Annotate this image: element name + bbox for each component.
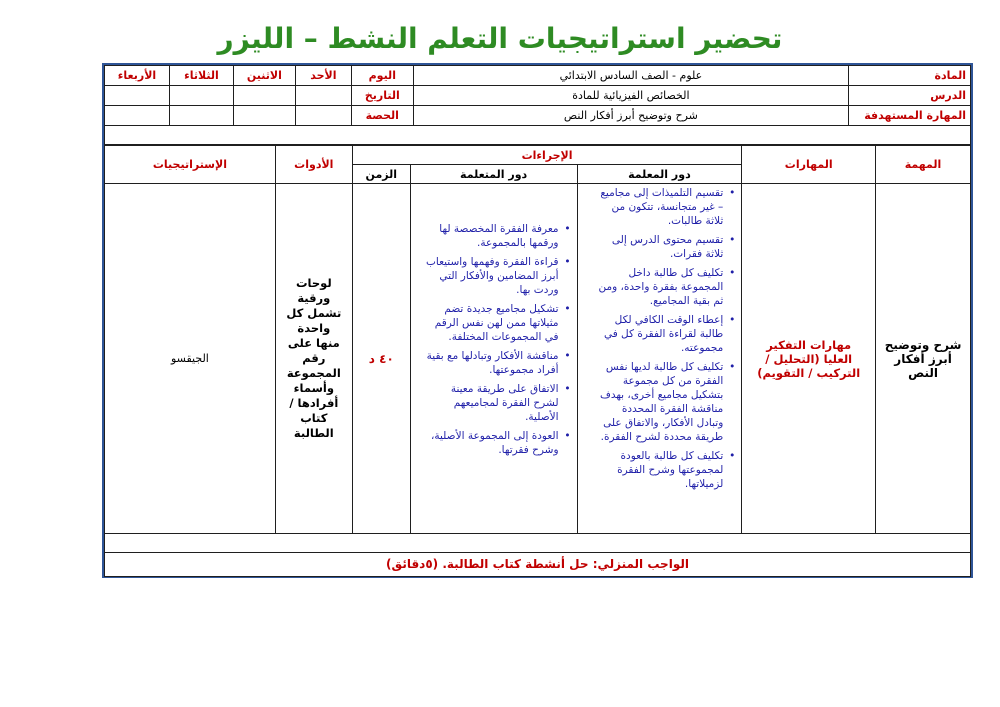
task-cell: شرح وتوضيح أبرز أفكار النص [876, 184, 971, 534]
teacher-role-header: دور المعلمة [577, 165, 742, 184]
info-table [104, 65, 971, 126]
list-item: • معرفة الفقرة المخصصة لها ورقمها بالمجموعة. [425, 222, 559, 250]
skills-cell: مهارات التفكير العليا (التحليل / التركيب / التقويم) [742, 184, 876, 534]
learner-role-cell [410, 184, 577, 534]
date-cell-1 [295, 86, 351, 106]
period-cell-1 [295, 106, 351, 126]
list-item: • إعطاء الوقت الكافي لكل طالبة لقراءة الفقرة كل في مجموعته. [598, 313, 724, 355]
lesson-table [104, 145, 971, 534]
date-label: التاريخ [351, 86, 413, 106]
period-cell-2 [233, 106, 295, 126]
list-item: • العودة إلى المجموعة الأصلية، وشرح فقرتها. [425, 429, 559, 457]
date-cell-2 [233, 86, 295, 106]
spacer-row [104, 125, 971, 145]
subject-label: المادة [849, 66, 971, 86]
list-item: • الاتفاق على طريقة معينة لشرح الفقرة لمجاميعهم الأصلية. [425, 382, 559, 424]
spacer-row-bottom [104, 533, 971, 553]
time-header: الزمن [352, 165, 410, 184]
period-cell-4 [105, 106, 170, 126]
list-item: • مناقشة الأفكار وتبادلها مع بقية أفراد مجموعتها. [425, 349, 559, 377]
list-item: • تقسيم محتوى الدرس إلى ثلاثة فقرات. [598, 233, 724, 261]
teacher-role-cell [577, 184, 742, 534]
day-wednesday: الأربعاء [105, 66, 170, 86]
list-item: • تقسيم التلميذات إلى مجاميع – غير متجانسة، تتكون من ثلاثة طالبات. [598, 186, 724, 228]
day-label: اليوم [351, 66, 413, 86]
time-cell: ٤٠ د [352, 184, 410, 534]
task-header: المهمة [876, 146, 971, 184]
teacher-role-list [598, 186, 738, 491]
lesson-label: الدرس [849, 86, 971, 106]
learner-role-header: دور المتعلمة [410, 165, 577, 184]
skill-label: المهارة المستهدفة [849, 106, 971, 126]
strategies-header: الإستراتيجيات [105, 146, 276, 184]
tools-header: الأدوات [275, 146, 352, 184]
period-cell-3 [169, 106, 233, 126]
learner-role-list [425, 222, 573, 457]
date-cell-4 [105, 86, 170, 106]
homework-text: الواجب المنزلي: حل أنشطة كتاب الطالبة. (٥دقائق) [386, 557, 689, 571]
day-tuesday: الثلاثاء [169, 66, 233, 86]
strategy-cell: الجيقسو [105, 184, 276, 534]
list-item: • قراءة الفقرة وفهمها واستيعاب أبرز المضامين والأفكار التي وردت بها. [425, 255, 559, 297]
day-sunday: الأحد [295, 66, 351, 86]
skills-header: المهارات [742, 146, 876, 184]
list-item: • تكليف كل طالبة بالعودة لمجموعتها وشرح الفقرة لزميلاتها. [598, 449, 724, 491]
list-item: • تكليف كل طالبة داخل المجموعة بفقرة واحدة، ومن ثم بقية المجاميع. [598, 266, 724, 308]
list-item: • تكليف كل طالبة لديها نفس الفقرة من كل مجموعة بتشكيل مجاميع أخرى، بهدف مناقشة الفقرة المحددة وتبادل الأفكار، والاتفاق على طريقة محددة لشرح الفقرة. [598, 360, 724, 444]
period-label: الحصة [351, 106, 413, 126]
day-monday: الاثنين [233, 66, 295, 86]
skill-value: شرح وتوضيح أبرز أفكار النص [413, 106, 848, 126]
date-cell-3 [169, 86, 233, 106]
page-title: تحضير استراتيجيات التعلم النشط – الليزر [217, 22, 783, 55]
list-item: • تشكيل مجاميع جديدة تضم مثيلاتها ممن لهن نفس الرقم في المجموعات المختلفة. [425, 302, 559, 344]
lesson-value: الخصائص الفيزيائية للمادة [413, 86, 848, 106]
subject-value: علوم - الصف السادس الابتدائي [413, 66, 848, 86]
tools-cell: لوحات ورقية تشمل كل واحدة منها على رقم المجموعة وأسماء أفرادها / كتاب الطالبة [275, 184, 352, 534]
procedures-header: الإجراءات [352, 146, 741, 165]
